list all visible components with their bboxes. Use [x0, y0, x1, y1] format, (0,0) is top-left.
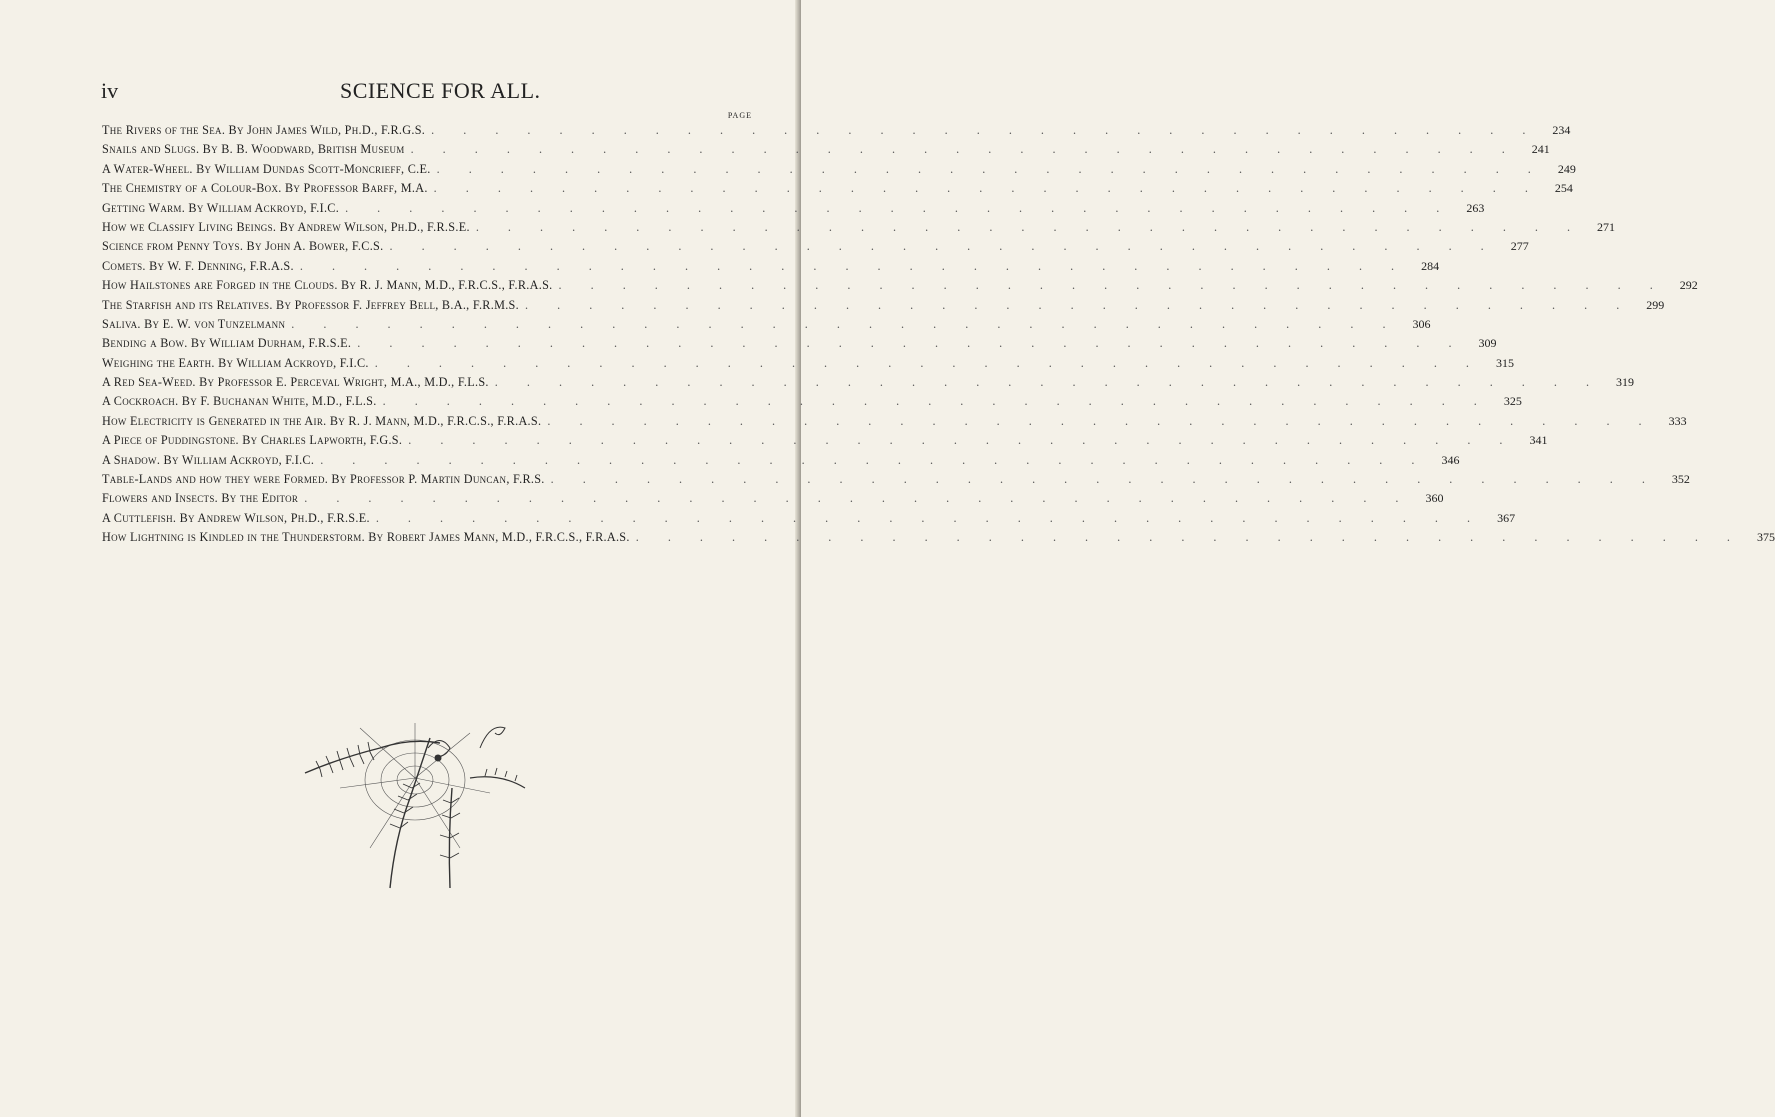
toc-entry-page: 277: [1510, 239, 1529, 254]
toc-leader-dots: . . . . . . . . . . . . . . . . . . . . . . . . . . . . . . . . . . .: [382, 394, 1490, 409]
toc-entry-page: 352: [1671, 472, 1690, 487]
running-header: [0, 78, 801, 108]
toc-entry: [102, 355, 1514, 375]
toc-entry-page: 319: [1616, 375, 1635, 390]
toc-leader-dots: . . . . . . . . . . . . . . . . . . . . . . . . . . . . . . . . . . .: [547, 413, 1655, 428]
toc-entry: [102, 433, 1548, 452]
toc-entry: [102, 530, 1775, 549]
toc-entry: [102, 161, 1576, 181]
toc-leader-dots: . . . . . . . . . . . . . . . . . . . . . . . . . . . . . . . . . . .: [494, 375, 1603, 390]
toc-entry-title: A Piece of Puddingstone. By Charles Lapworth, F.G.S.: [102, 433, 403, 448]
toc-leader-dots: . . . . . . . . . . . . . . . . . . . . . . . . . . . . . . . . . . .: [436, 161, 1544, 176]
toc-entry: [102, 336, 1497, 355]
toc-leader-dots: . . . . . . . . . . . . . . . . . . . . . . . . . . . . . . . . . . .: [299, 258, 1408, 273]
toc-leader-dots: . . . . . . . . . . . . . . . . . . . . . . . . . . . . . . . . . . .: [389, 239, 1497, 254]
page-column-label: PAGE: [727, 111, 752, 120]
toc-entry-title: How Lightning is Kindled in the Thunderstorm. By Robert James Mann, M.D., F.R.C.S., F.R.A.S.: [102, 530, 630, 545]
toc-entry-title: A Shadow. By William Ackroyd, F.I.C.: [102, 452, 315, 467]
toc-entry-title: Comets. By W. F. Denning, F.R.A.S.: [102, 258, 294, 273]
toc-entry-page: 292: [1679, 278, 1698, 293]
toc-leader-dots: . . . . . . . . . . . . . . . . . . . . . . . . . . . . . . . . . . .: [375, 510, 1484, 525]
toc-entry-title: The Starfish and its Relatives. By Professor F. Jeffrey Bell, B.A., F.R.M.S.: [102, 297, 519, 312]
toc-leader-dots: . . . . . . . . . . . . . . . . . . . . . . . . . . . . . . . . . . .: [320, 452, 1428, 467]
toc-entry-title: Weighing the Earth. By William Ackroyd, F.I.C.: [102, 355, 369, 370]
toc-entry: [102, 413, 1687, 433]
toc-entry-title: A Cuttlefish. By Andrew Wilson, Ph.D., F.R.S.E.: [102, 510, 370, 525]
toc-leader-dots: . . . . . . . . . . . . . . . . . . . . . . . . . . . . . . . . . . .: [431, 123, 1539, 137]
toc-leader-dots: . . . . . . . . . . . . . . . . . . . . . . . . . . . . . . . . . . .: [475, 219, 1584, 234]
toc-entry-title: Getting Warm. By William Ackroyd, F.I.C.: [102, 200, 340, 215]
toc-entry-title: Table-Lands and how they were Formed. By Professor P. Martin Duncan, F.R.S.: [102, 472, 545, 487]
fern-spider-web-vignette-icon: [300, 718, 530, 898]
toc-leader-dots: . . . . . . . . . . . . . . . . . . . . . . . . . . . . . . . . . . .: [558, 278, 1666, 293]
toc-entry-title: A Red Sea-Weed. By Professor E. Perceval Wright, M.A., M.D., F.L.S.: [102, 375, 489, 390]
toc-entry-page: 325: [1503, 394, 1522, 409]
toc-leader-dots: . . . . . . . . . . . . . . . . . . . . . . . . . . . . . . . . . . .: [635, 530, 1743, 545]
toc-leader-dots: . . . . . . . . . . . . . . . . . . . . . . . . . . . . . . . . . . .: [408, 433, 1516, 448]
toc-entry: [102, 142, 1550, 161]
toc-entry-page: 271: [1597, 219, 1616, 234]
toc-entry-title: Bending a Bow. By William Durham, F.R.S.E.: [102, 336, 352, 351]
table-of-contents: [102, 123, 1775, 550]
toc-entry: [102, 297, 1665, 317]
toc-entry-page: 333: [1668, 413, 1687, 428]
toc-entry-page: 249: [1557, 161, 1576, 176]
toc-entry: [102, 375, 1635, 394]
toc-entry: [102, 316, 1431, 336]
toc-entry-page: 234: [1552, 123, 1571, 137]
toc-entry-title: The Rivers of the Sea. By John James Wild, Ph.D., F.R.G.S.: [102, 123, 426, 137]
toc-entry: [102, 258, 1440, 278]
toc-entry-page: 360: [1425, 491, 1444, 506]
toc-leader-dots: . . . . . . . . . . . . . . . . . . . . . . . . . . . . . . . . . . .: [410, 142, 1518, 157]
toc-entry-page: 309: [1478, 336, 1497, 351]
toc-entry-title: A Water-Wheel. By William Dundas Scott-Moncrieff, C.E.: [102, 161, 431, 176]
toc-entry-title: Science from Penny Toys. By John A. Bower, F.C.S.: [102, 239, 384, 254]
toc-entry-page: 263: [1466, 200, 1485, 215]
toc-entry-title: How we Classify Living Beings. By Andrew Wilson, Ph.D., F.R.S.E.: [102, 219, 470, 234]
toc-entry: [102, 123, 1571, 142]
toc-entry: [102, 239, 1529, 258]
running-title: SCIENCE FOR ALL.: [340, 78, 541, 103]
toc-entry: [102, 219, 1616, 239]
toc-leader-dots: . . . . . . . . . . . . . . . . . . . . . . . . . . . . . . . . . . .: [345, 200, 1453, 215]
toc-entry-title: A Cockroach. By F. Buchanan White, M.D., F.L.S.: [102, 394, 377, 409]
toc-entry: [102, 452, 1460, 472]
toc-entry: [102, 200, 1485, 220]
toc-entry-page: 367: [1497, 510, 1516, 525]
toc-leader-dots: . . . . . . . . . . . . . . . . . . . . . . . . . . . . . . . . . . .: [374, 355, 1482, 370]
toc-entry-page: 254: [1554, 181, 1573, 196]
toc-leader-dots: . . . . . . . . . . . . . . . . . . . . . . . . . . . . . . . . . . .: [304, 491, 1412, 506]
page-number: iv: [101, 78, 119, 103]
toc-entry: [102, 394, 1522, 413]
toc-entry-title: How Electricity is Generated in the Air. By R. J. Mann, M.D., F.R.C.S., F.R.A.S.: [102, 413, 542, 428]
toc-entry: [102, 181, 1573, 200]
toc-entry-page: 341: [1529, 433, 1548, 448]
toc-entry-page: 299: [1646, 297, 1665, 312]
toc-entry-page: 284: [1421, 258, 1440, 273]
toc-entry-page: 346: [1441, 452, 1460, 467]
toc-entry: [102, 278, 1698, 297]
toc-entry-page: 375: [1756, 530, 1775, 545]
toc-leader-dots: . . . . . . . . . . . . . . . . . . . . . . . . . . . . . . . . . . .: [291, 316, 1399, 331]
toc-entry-title: How Hailstones are Forged in the Clouds. By R. J. Mann, M.D., F.R.C.S., F.R.A.S.: [102, 278, 553, 293]
toc-entry: [102, 472, 1690, 491]
toc-leader-dots: . . . . . . . . . . . . . . . . . . . . . . . . . . . . . . . . . . .: [357, 336, 1465, 351]
toc-entry-page: 241: [1531, 142, 1550, 157]
toc-entry-page: 306: [1412, 316, 1431, 331]
toc-entry-title: Saliva. By E. W. von Tunzelmann: [102, 316, 286, 331]
toc-leader-dots: . . . . . . . . . . . . . . . . . . . . . . . . . . . . . . . . . . .: [433, 181, 1541, 196]
toc-entry-page: 315: [1495, 355, 1514, 370]
toc-entry-title: Snails and Slugs. By B. B. Woodward, British Museum: [102, 142, 405, 157]
toc-entry: [102, 491, 1444, 510]
toc-entry-title: The Chemistry of a Colour-Box. By Professor Barff, M.A.: [102, 181, 428, 196]
toc-entry: [102, 510, 1516, 530]
toc-entry-title: Flowers and Insects. By the Editor: [102, 491, 299, 506]
toc-leader-dots: . . . . . . . . . . . . . . . . . . . . . . . . . . . . . . . . . . .: [525, 297, 1633, 312]
toc-leader-dots: . . . . . . . . . . . . . . . . . . . . . . . . . . . . . . . . . . .: [550, 472, 1658, 487]
